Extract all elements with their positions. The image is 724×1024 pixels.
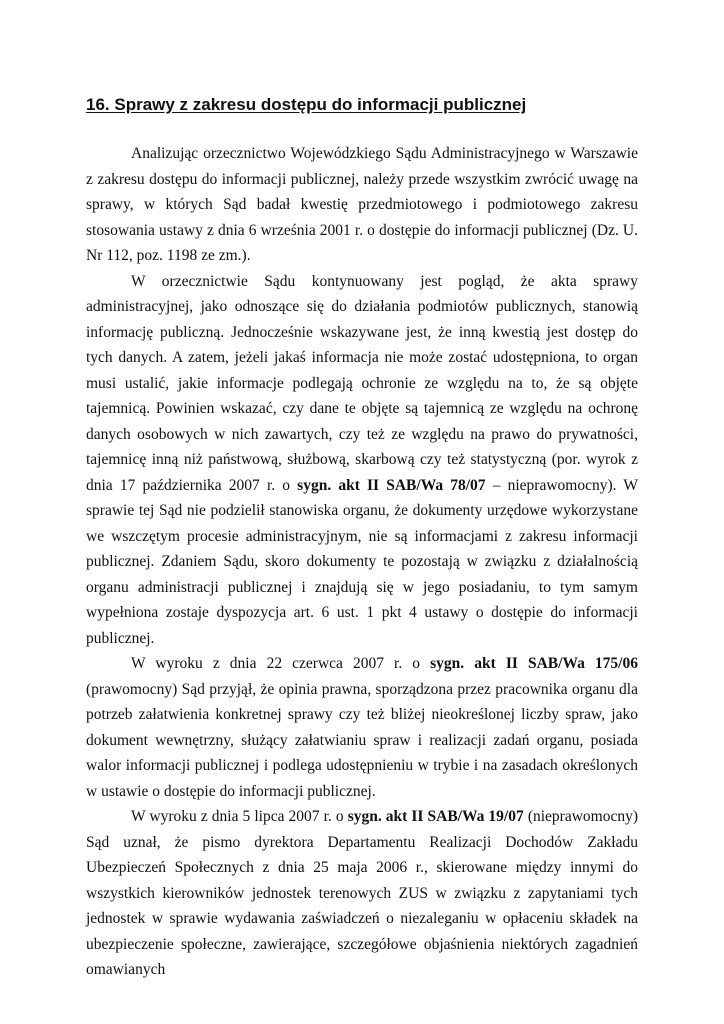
case-signature: sygn. akt II SAB/Wa 175/06	[430, 655, 638, 672]
paragraph-1	[86, 141, 638, 269]
document-page	[86, 94, 638, 983]
paragraph-2-text-end: – nieprawomocny). W sprawie tej Sąd nie podzielił stanowiska organu, że dokumenty urzędowe wykorzystane we wszczętym procesie administracyjnym, nie są informacjami z zakresu informacji publicznej. Zdaniem Sądu, skoro dokumenty te pozostają w związku z działalnością organu administracji publicznej i znajdują się w jego posiadaniu, to tym samym wypełniona zostaje dyspozycja art. 6 ust. 1 pkt 4 ustawy o dostępie do informacji publicznej.	[86, 476, 638, 647]
case-signature: sygn. akt II SAB/Wa 78/07	[297, 476, 486, 494]
paragraph-1-text: Analizując orzecznictwo Wojewódzkiego Sądu Administracyjnego w Warszawie z zakresu dostępu do informacji publicznej, należy przede wszystkim zwrócić uwagę na sprawy, w których Sąd badał kwestię przedmiotowego i podmiotowego zakresu stosowania ustawy z dnia 6 września 2001 r. o dostępie do informacji publicznej (Dz. U. Nr 112, poz. 1198 ze zm.).	[86, 145, 638, 264]
paragraph-3	[86, 651, 638, 804]
section-heading: 16. Sprawy z zakresu dostępu do informacji publicznej	[86, 95, 527, 114]
case-signature: sygn. akt II SAB/Wa 19/07	[347, 808, 524, 825]
paragraph-4-text-start: W wyroku z dnia 5 lipca 2007 r. o	[131, 808, 348, 825]
paragraph-2-text-start: W orzecznictwie Sądu kontynuowany jest pogląd, że akta sprawy administracyjnej, jako odnoszące się do działania podmiotów publicznych, stanowią informację publiczną. Jednocześnie wskazywane jest, że inną kwestią jest dostęp do tych danych. A zatem, jeżeli jakaś informacja nie może zostać udostępniona, to organ musi ustalić, jakie informacje podlegają ochronie ze względu na to, że są objęte tajemnicą. Powinien wskazać, czy dane te objęte są tajemnicą ze względu na ochronę danych osobowych w nich zawartych, czy też ze względu na prawo do prywatności, tajemnicę inną niż państwową, służbową, skarbową czy też statystyczną (por. wyrok z dnia 17 października 2007 r. o	[86, 272, 638, 494]
paragraph-4-text-end: (nieprawomocny) Sąd uznał, że pismo dyrektora Departamentu Realizacji Dochodów Zakładu Ubezpieczeń Społecznych z dnia 25 maja 2006 r., skierowane między innymi do wszystkich kierowników jednostek terenowych ZUS w związku z zapytaniami tych jednostek w sprawie wydawania zaświadczeń o niezaleganiu w opłaceniu składek na ubezpieczenie społeczne, zawierające, szczegółowe objaśnienia niektórych zagadnień omawianych	[86, 808, 638, 978]
paragraph-3-text-start: W wyroku z dnia 22 czerwca 2007 r. o	[131, 655, 431, 672]
paragraph-2	[86, 269, 638, 652]
paragraph-4	[86, 804, 638, 983]
paragraph-3-text-end: (prawomocny) Sąd przyjął, że opinia prawna, sporządzona przez pracownika organu dla potrzeb załatwienia konkretnej sprawy czy też bliżej nieokreślonej liczby spraw, jako dokument wewnętrzny, służący załatwianiu spraw i realizacji zadań organu, posiada walor informacji publicznej i podlega udostępnieniu w trybie i na zasadach określonych w ustawie o dostępie do informacji publicznej.	[86, 680, 638, 800]
